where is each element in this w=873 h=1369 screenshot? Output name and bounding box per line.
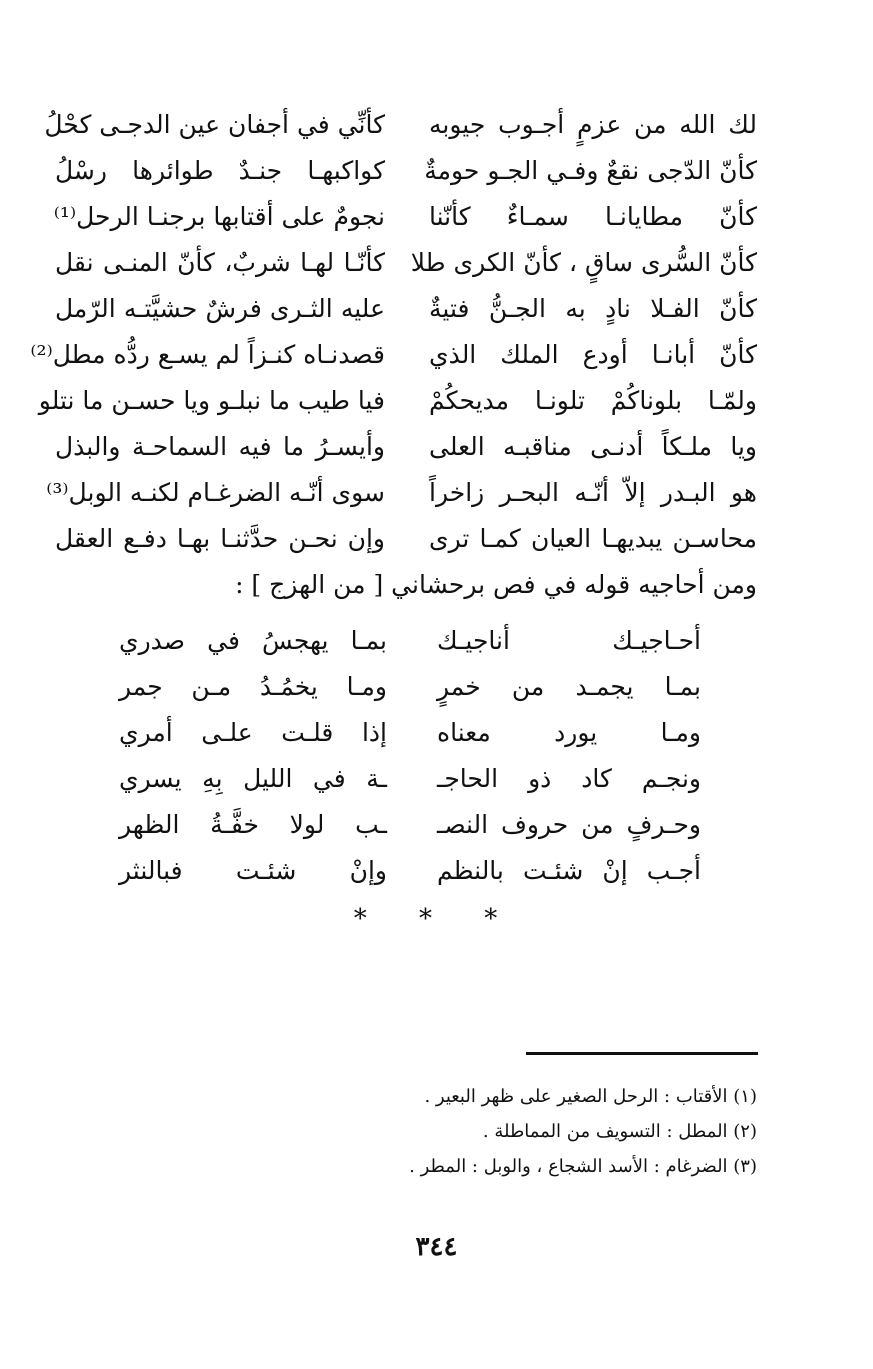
verse-row [0, 470, 873, 516]
verse-first-hemistich: كأنّ أبانـا أودع الملك الذي [429, 340, 757, 369]
verse-second-hemistich: كأنِّي في أجفان عين الدجـى كحْلُ [44, 110, 385, 139]
verse-first-hemistich: كأنّ مطايانـا سمـاءٌ كأنّنا [429, 202, 757, 231]
verse-row [0, 802, 873, 848]
verse-second-hemistich: فيا طيب ما نبلـو ويا حسـن ما نتلو [38, 386, 385, 415]
verse-first-hemistich: أجـب إنْ شئـت بالنظم [437, 856, 701, 885]
verse-second-hemistich: قصدنـاه كنـزاً لم يسـع ردُّه مطل⁽²⁾ [30, 340, 385, 369]
verse-row [0, 848, 873, 894]
verse-second-hemistich: وإنْ شئـت فبالنثر [119, 856, 387, 885]
verse-first-hemistich: ومـا يورد معناه [437, 718, 701, 747]
verse-first-hemistich: ويا ملـكاً أدنـى مناقبـه العلى [429, 432, 757, 461]
verse-second-hemistich: ومـا يخمُـدُ مـن جمر [119, 672, 387, 701]
verse-row [0, 710, 873, 756]
verse-second-hemistich: إذا قلـت علـى أمري [119, 718, 387, 747]
verse-first-hemistich: هو البـدر إلاّ أنّـه البحـر زاخراً [429, 478, 757, 507]
footnote-separator-rule [526, 1052, 758, 1055]
verse-row [0, 516, 873, 562]
verse-second-hemistich: ـب لولا خفَّـةُ الظهر [119, 810, 387, 839]
poem-intro-line: ومن أحاجيه قوله في فص برحشاني [ من الهزج ] : [235, 570, 757, 599]
verse-second-hemistich: وإن نحـن حدَّثنـا بهـا دفـع العقل [55, 524, 385, 553]
verse-row [0, 102, 873, 148]
verse-first-hemistich: بمـا يجمـد من خمرٍ [437, 672, 701, 701]
verse-row [0, 756, 873, 802]
verse-row [0, 332, 873, 378]
verse-first-hemistich: ونجـم كاد ذو الحاجـ [437, 764, 701, 793]
footnote-item: (٢) المطل : التسويف من المماطلة . [482, 1121, 757, 1142]
verse-second-hemistich: سوى أنّـه الضرغـام لكنـه الوبل⁽³⁾ [46, 478, 385, 507]
verse-first-hemistich: محاسـن يبديهـا العيان كمـا ترى [429, 524, 757, 553]
verse-second-hemistich: ـة في الليل بِهِ يسري [119, 764, 387, 793]
verse-first-hemistich: كأنّ الدّجى نقعٌ وفـي الجـو حومةٌ [424, 156, 757, 185]
verse-second-hemistich: وأيسـرُ ما فيه السماحـة والبذل [55, 432, 385, 461]
verse-second-hemistich: كواكبهـا جنـدٌ طوائرها رسْلُ [55, 156, 385, 185]
verse-second-hemistich: بمـا يهجسُ في صدري [119, 626, 387, 655]
verse-first-hemistich: وحـرفٍ من حروف النصـ [437, 810, 701, 839]
verse-row [0, 148, 873, 194]
verse-row [0, 240, 873, 286]
verse-row [0, 424, 873, 470]
footnote-item: (٣) الضرغام : الأسد الشجاع ، والوبل : المطر . [409, 1156, 757, 1177]
verse-second-hemistich: كأنّـا لهـا شربٌ، كأنّ المنـى نقل [55, 248, 385, 277]
verse-row [0, 378, 873, 424]
section-ornament: * * * [353, 904, 520, 934]
page-number: ٣٤٤ [415, 1232, 458, 1262]
verse-first-hemistich: لك الله من عزمٍ أجـوب جيوبه [429, 110, 757, 139]
footnote-item: (١) الأقتاب : الرحل الصغير على ظهر البعير . [424, 1086, 757, 1107]
verse-first-hemistich: كأنّ السُّرى ساقٍ ، كأنّ الكرى طلا [410, 248, 757, 277]
verse-second-hemistich: عليه الثـرى فرشٌ حشيَّتـه الرّمل [55, 294, 385, 323]
verse-row [0, 664, 873, 710]
verse-row [0, 194, 873, 240]
verse-first-hemistich: أحـاجيـك أناجيـك [437, 626, 701, 655]
verse-second-hemistich: نجومٌ على أقتابها برجنـا الرحل⁽¹⁾ [53, 202, 385, 231]
verse-row [0, 618, 873, 664]
verse-first-hemistich: ولمّـا بلوناكُمْ تلونـا مديحكُمْ [429, 386, 757, 415]
verse-row [0, 286, 873, 332]
verse-first-hemistich: كأنّ الفـلا نادٍ به الجـنُّ فتيةٌ [429, 294, 757, 323]
